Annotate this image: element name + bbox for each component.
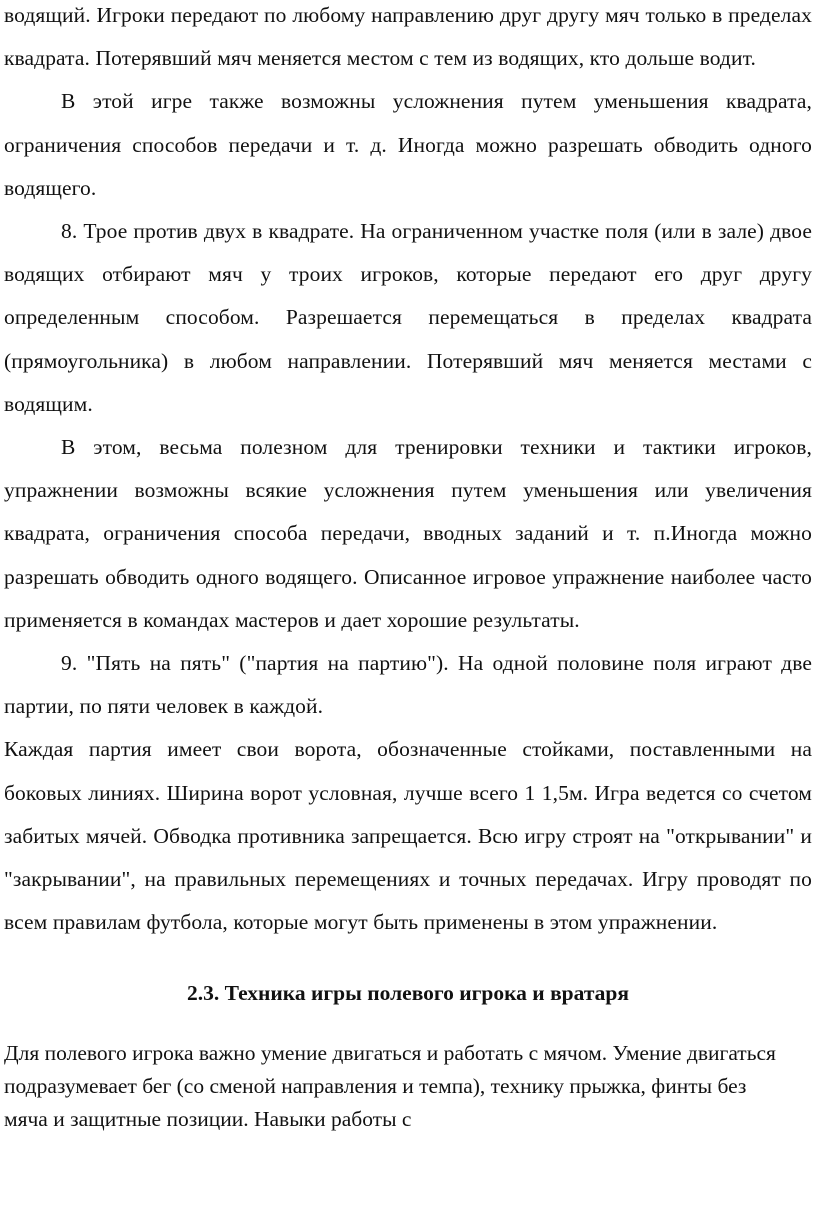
paragraph-exercise-8-notes: В этом, весьма полезном для тренировки техники и тактики игроков, упражнении возможны всякие усложнения путем уменьшения или увеличения квадрата, ограничения способа передачи, вводных заданий и т. п.Иногда можно разрешать обводить одного водящего. Описанное игровое упражнение наиболее часто применяется в командах мастеров и дает хорошие результаты. (4, 435, 812, 632)
document-page (4, 0, 812, 1136)
paragraph-field-player: Для полевого игрока важно умение двигаться и работать с мячом. Умение двигаться подразумевает бег (со сменой направления и темпа), технику прыжка, финты без мяча и защитные позиции. Навыки работы с (4, 1041, 776, 1132)
paragraph-exercise-9-rules: Каждая партия имеет свои ворота, обозначенные стойками, поставленными на боковых линиях. Ширина ворот условная, лучше всего 1 1,5м. Игра ведется со счетом забитых мячей. Обводка противника запрещается. Всю игру строят на "открывании" и "закрывании", на правильных перемещениях и точных передачах. Игру проводят по всем правилам футбола, которые могут быть применены в этом упражнении. (4, 737, 812, 935)
paragraph-exercise-9: 9. "Пять на пять" ("партия на партию"). На одной половине поля играют две партии, по пяти человек в каждой. (4, 651, 812, 719)
paragraph-exercise-8: 8. Трое против двух в квадрате. На ограниченном участке поля (или в зале) двое водящих отбирают мяч у троих игроков, которые передают его друг другу определенным способом. Разрешается перемещаться в пределах квадрата (прямоугольника) в любом направлении. Потерявший мяч меняется местами с водящим. (4, 219, 812, 416)
paragraph-complications: В этой игре также возможны усложнения путем уменьшения квадрата, ограничения способов передачи и т. д. Иногда можно разрешать обводить одного водящего. (4, 89, 812, 200)
paragraph-continuation: водящий. Игроки передают по любому направлению друг другу мяч только в пределах квадрата. Потерявший мяч меняется местом с тем из водящих, кто дольше водит. (4, 3, 812, 71)
section-heading: 2.3. Техника игры полевого игрока и вратаря (187, 981, 629, 1006)
